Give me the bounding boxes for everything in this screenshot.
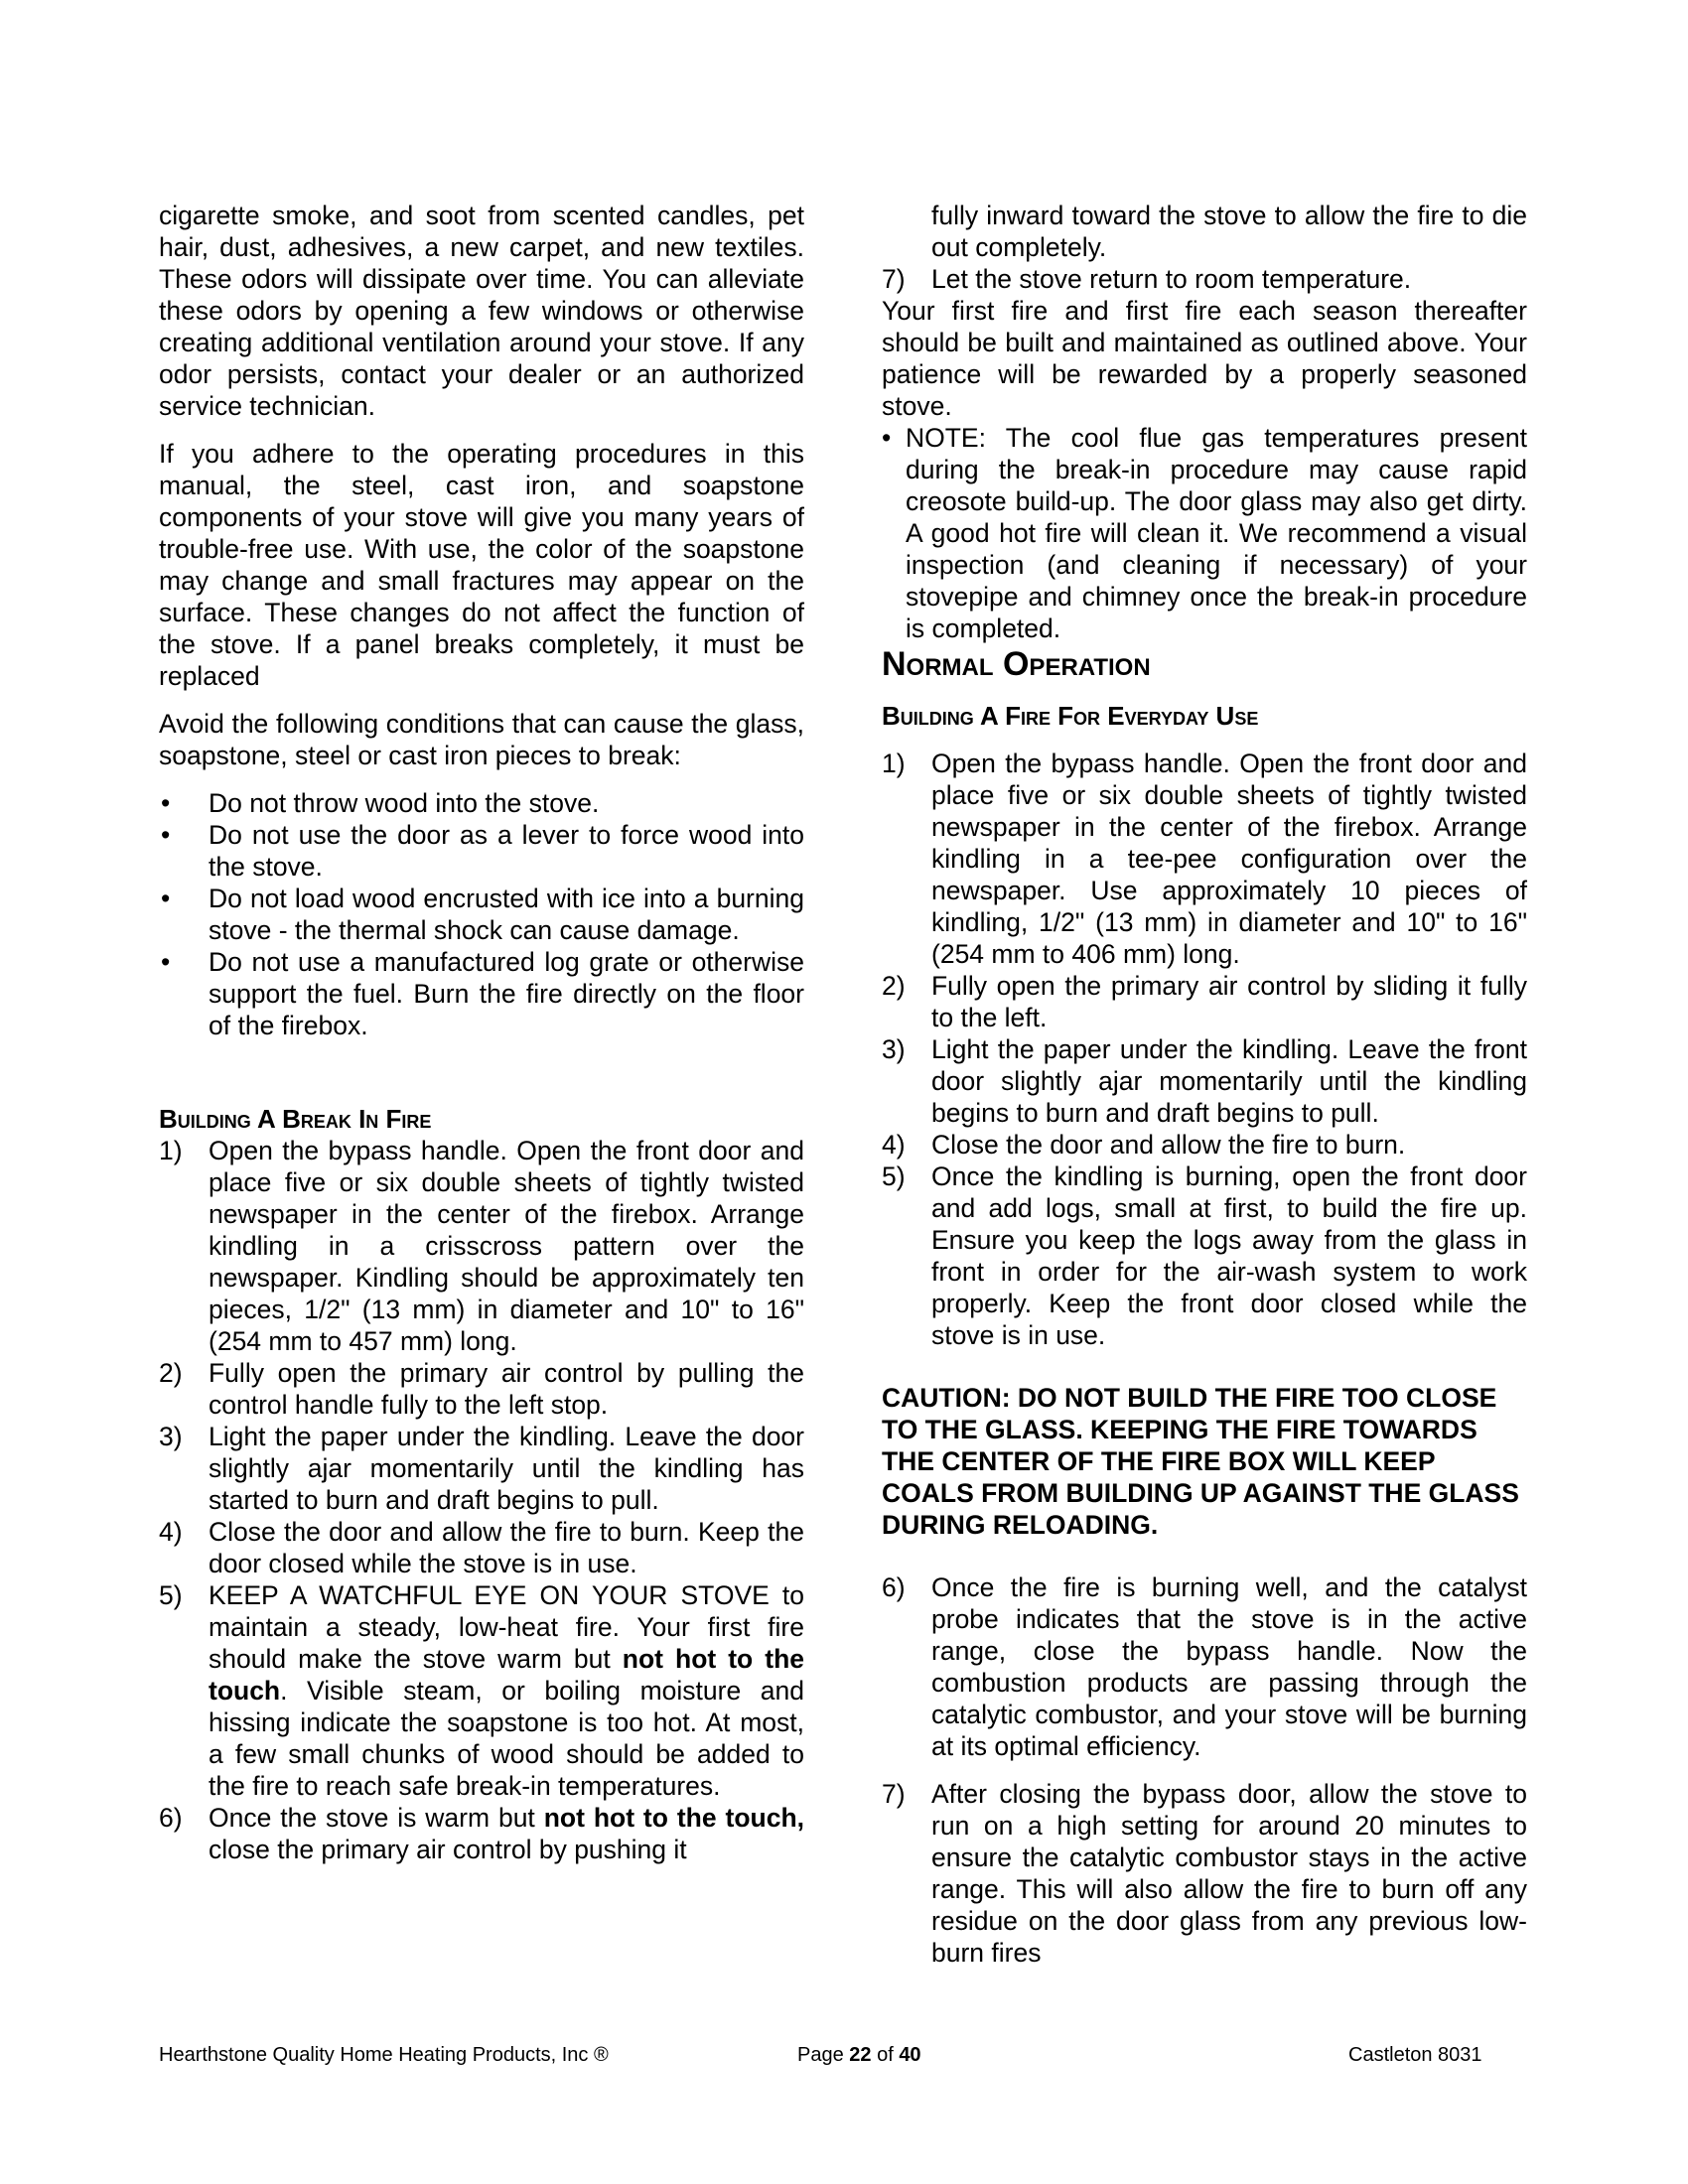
break-in-fire-heading: Building A Break In Fire	[159, 1104, 432, 1134]
right-column	[882, 200, 1527, 1969]
step-6-continued: fully inward toward the stove to allow the fire to die out completely.	[931, 201, 1527, 262]
list-item: 1) Open the bypass handle. Open the front door and place five or six double sheets of tightly twisted newspaper in the center of the firebox. Arrange kindling in a tee-pee configuration over the newspaper. Use approximately 10 pieces of kindling, 1/2" (13 mm) in diameter and 10" to 16" (254 mm to 406 mm) long.	[882, 749, 1527, 969]
list-item: 6) Once the fire is burning well, and the catalyst probe indicates that the stove is in the active range, close the bypass handle. Now the combustion products are passing through the catalytic combustor, and your stove will be burning at its optimal efficiency.	[882, 1572, 1527, 1761]
odor-paragraph: cigarette smoke, and soot from scented candles, pet hair, dust, adhesives, a new carpet, and new textiles. These odors will dissipate over time. You can alleviate these odors by opening a few windows or otherwise creating additional ventilation around your stove. If any odor persists, contact your dealer or an authorized service technician.	[159, 201, 804, 421]
list-item: 2) Fully open the primary air control by pulling the control handle fully to the left stop.	[159, 1358, 804, 1420]
normal-operation-title: Normal Operation	[882, 645, 1151, 683]
list-item: • Do not throw wood into the stove.	[161, 788, 600, 818]
caution-warning: CAUTION: DO NOT BUILD THE FIRE TOO CLOSE TO THE GLASS. KEEPING THE FIRE TOWARDS THE CENTER OF THE FIRE BOX WILL KEEP COALS FROM BUILDING UP AGAINST THE GLASS DURING RELOADING.	[882, 1383, 1519, 1540]
left-column	[159, 200, 804, 1865]
bullet-icon: •	[882, 423, 892, 453]
creosote-note: • NOTE: The cool flue gas temperatures present during the break-in procedure may cause rapid creosote build-up. The door glass may also get dirty. A good hot fire will clean it. We recommend a visual inspection (and cleaning if necessary) of your stovepipe and chimney once the break-in procedure is completed.	[882, 423, 1527, 643]
list-item: 6) Once the stove is warm but not hot to the touch, close the primary air control by pushing it	[159, 1803, 804, 1864]
operating-procedures-paragraph: If you adhere to the operating procedures in this manual, the steel, cast iron, and soapstone components of your stove will give you many years of trouble-free use. With use, the color of the soapstone may change and small fractures may appear on the surface. These changes do not affect the function of the stove. If a panel breaks completely, it must be replaced	[159, 439, 804, 691]
bullet-icon: •	[161, 788, 171, 818]
everyday-steps	[882, 748, 1527, 1351]
list-item: 7) After closing the bypass door, allow the stove to run on a high setting for around 20 minutes to ensure the catalytic combustor stays in the active range. This will also allow the fire to burn off any residue on the door glass from any previous low-burn fires	[882, 1779, 1527, 1968]
bullet-icon: •	[161, 820, 171, 850]
list-item: 3) Light the paper under the kindling. Leave the door slightly ajar momentarily until the kindling has started to burn and draft begins to pull.	[159, 1422, 804, 1515]
footer-page-number: Page 22 of 40	[797, 2044, 921, 2066]
list-item: 3) Light the paper under the kindling. Leave the front door slightly ajar momentarily until the kindling begins to burn and draft begins to pull.	[882, 1034, 1527, 1128]
avoid-conditions-paragraph: Avoid the following conditions that can cause the glass, soapstone, steel or cast iron pieces to break:	[159, 709, 804, 770]
list-item: 5) KEEP A WATCHFUL EYE ON YOUR STOVE to maintain a steady, low-heat fire. Your first fire should make the stove warm but not hot to the touch. Visible steam, or boiling moisture and hissing indicate the soapstone is too hot. At most, a few small chunks of wood should be added to the fire to reach safe break-in temperatures.	[159, 1580, 805, 1801]
break-in-steps	[159, 1135, 804, 1865]
bullet-icon: •	[161, 884, 171, 913]
list-item: • Do not use a manufactured log grate or otherwise support the fuel. Burn the fire directly on the floor of the firebox.	[161, 947, 804, 1040]
list-item: 2) Fully open the primary air control by sliding it fully to the left.	[882, 971, 1527, 1032]
list-item: 1) Open the bypass handle. Open the front door and place five or six double sheets of tightly twisted newspaper in the center of the firebox. Arrange kindling in a crisscross pattern over the newspaper. Kindling should be approximately ten pieces, 1/2" (13 mm) in diameter and 10" to 16" (254 mm to 457 mm) long.	[159, 1136, 804, 1356]
first-fire-paragraph: Your first fire and first fire each season thereafter should be built and maintained as outlined above. Your patience will be rewarded by a properly seasoned stove.	[882, 296, 1527, 421]
list-item: • Do not load wood encrusted with ice into a burning stove - the thermal shock can cause damage.	[161, 884, 804, 945]
list-item: 4) Close the door and allow the fire to burn.	[882, 1130, 1406, 1160]
list-item: • Do not use the door as a lever to force wood into the stove.	[161, 820, 804, 882]
list-item: 7) Let the stove return to room temperature.	[882, 264, 1412, 294]
bullet-icon: •	[161, 947, 171, 977]
everyday-fire-heading: Building A Fire For Everyday Use	[882, 701, 1259, 731]
list-item: 4) Close the door and allow the fire to burn. Keep the door closed while the stove is in use.	[159, 1517, 804, 1578]
list-item: 5) Once the kindling is burning, open the front door and add logs, small at first, to build the fire up. Ensure you keep the logs away from the glass in front in order for the air-wash system to work properly. Keep the front door closed while the stove is in use.	[882, 1161, 1527, 1350]
avoid-conditions-list	[159, 787, 804, 1041]
footer-model: Castleton 8031	[1348, 2044, 1482, 2066]
footer-company: Hearthstone Quality Home Heating Products, Inc ®	[159, 2044, 609, 2066]
